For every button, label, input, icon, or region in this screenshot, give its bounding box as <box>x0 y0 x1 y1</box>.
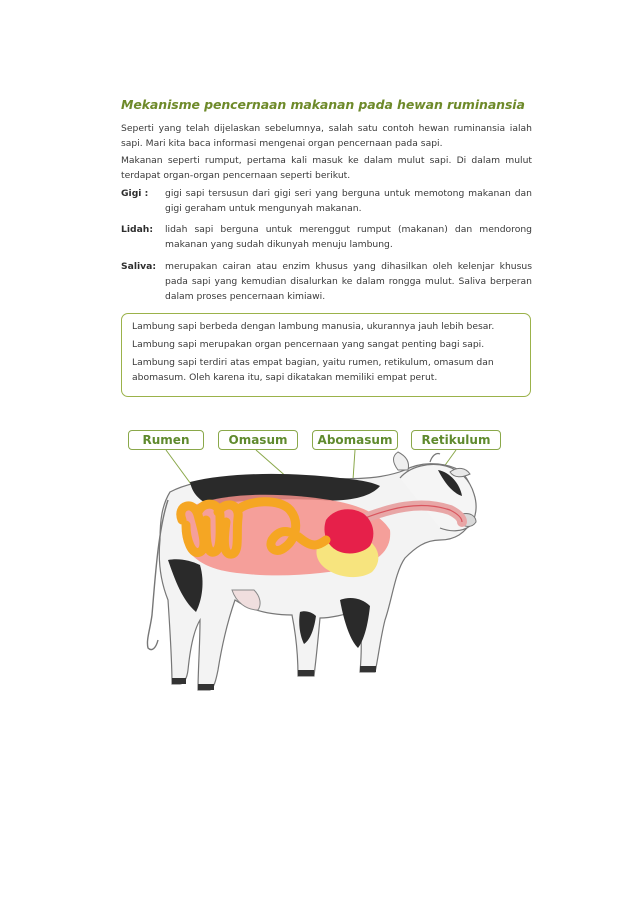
term-description: merupakan cairan atau enzim khusus yang dihasilkan oleh kelenjar khusus pada sapi yang kemudian disalurkan ke dalam rongga mulut. Saliva berperan dalam proses pencernaan kimiawi. <box>165 261 532 302</box>
term-description: lidah sapi berguna untuk merenggut rumput (makanan) dan mendorong makanan yang sudah dikunyah menuju lambung. <box>165 224 532 250</box>
label-omasum: Omasum <box>218 430 298 450</box>
info-line-1: Lambung sapi berbeda dengan lambung manusia, ukurannya jauh lebih besar. <box>132 321 495 332</box>
term-label: Saliva: <box>121 261 156 272</box>
term-description: gigi sapi tersusun dari gigi seri yang berguna untuk memotong makanan dan gigi geraham untuk mengunyah makanan. <box>165 188 532 214</box>
term-label: Lidah: <box>121 224 154 235</box>
label-rumen: Rumen <box>128 430 204 450</box>
label-abomasum: Abomasum <box>312 430 398 450</box>
term-label: Gigi : <box>121 188 149 199</box>
info-line-3: Lambung sapi terdiri atas empat bagian, yaitu rumen, retikulum, omasum dan abomasum. Oleh karena itu, sapi dikatakan memiliki empat perut. <box>132 357 494 383</box>
section-heading: Mekanisme pencernaan makanan pada hewan ruminansia <box>121 97 525 112</box>
intro-paragraph-1: Seperti yang telah dijelaskan sebelumnya, salah satu contoh hewan ruminansia ialah sapi. Mari kita baca informasi mengenai organ pencernaan pada sapi. <box>121 123 532 149</box>
label-retikulum: Retikulum <box>411 430 501 450</box>
intro-paragraph-2: Makanan seperti rumput, pertama kali masuk ke dalam mulut sapi. Di dalam mulut terdapat organ-organ pencernaan seperti berikut. <box>121 155 532 181</box>
info-line-2: Lambung sapi merupakan organ pencernaan yang sangat penting bagi sapi. <box>132 339 485 350</box>
